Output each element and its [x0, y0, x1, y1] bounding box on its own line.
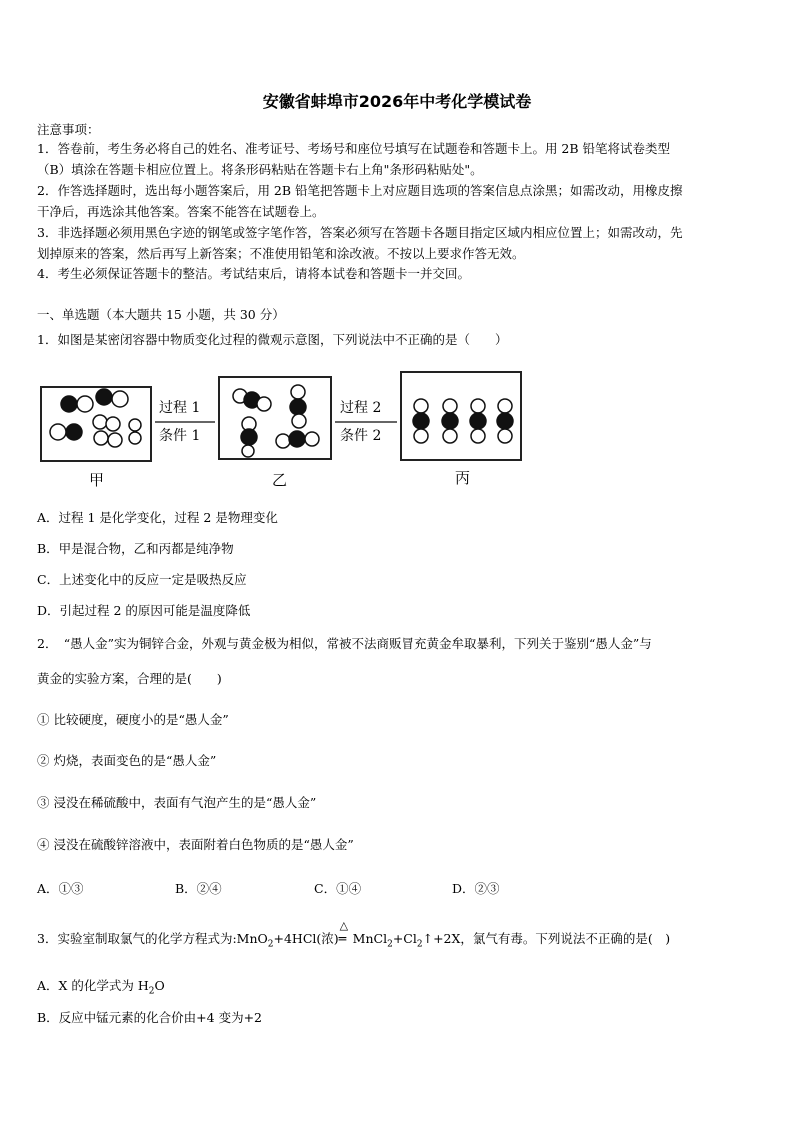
question-2-statement: ② 灼烧，表面变色的是“愚人金” [37, 753, 217, 768]
question-1-option-a: A．过程 1 是化学变化，过程 2 是物理变化 [37, 510, 278, 525]
white-atom [94, 431, 108, 445]
question-2-option-c: C．①④ [314, 881, 362, 896]
white-atom [443, 429, 457, 443]
question-2-option-d: D．②③ [452, 881, 500, 896]
question-3-option-a [37, 978, 165, 1000]
question-2-statement: ③ 浸没在稀硫酸中，表面有气泡产生的是“愚人金” [37, 795, 317, 810]
equation-text: +Cl [392, 931, 417, 946]
question-2-statement: ④ 浸没在硫酸锌溶液中，表面附着白色物质的是“愚人金” [37, 837, 354, 852]
question-1-option-d: D．引起过程 2 的原因可能是温度降低 [37, 603, 251, 618]
section-heading: 一、单选题（本大题共 15 小题，共 30 分） [37, 307, 285, 322]
subscript: 2 [387, 939, 393, 950]
black-atom [290, 399, 306, 415]
white-atom [93, 415, 107, 429]
white-atom [242, 445, 254, 457]
white-atom [443, 399, 457, 413]
black-atom [241, 429, 257, 445]
black-atom [66, 424, 82, 440]
white-atom [108, 433, 122, 447]
heat-equals-sign [338, 919, 353, 947]
notice-line: 4．考生必须保证答题卡的整洁。考试结束后，请将本试卷和答题卡一并交回。 [37, 266, 470, 281]
black-atom [470, 413, 486, 429]
question-3-option-b: B．反应中锰元素的化合价由+4 变为+2 [37, 1010, 263, 1025]
black-atom [289, 431, 305, 447]
page-title: 安徽省蚌埠市2026年中考化学模试卷 [262, 92, 532, 111]
question-1-option-b: B．甲是混合物，乙和丙都是纯净物 [37, 541, 234, 556]
option-text: O [154, 978, 165, 993]
white-atom [414, 429, 428, 443]
white-atom [50, 424, 66, 440]
white-atom [129, 419, 141, 431]
subscript: 2 [416, 939, 423, 950]
white-atom [498, 399, 512, 413]
notice-heading: 注意事项： [37, 122, 100, 137]
question-1-figure [37, 367, 529, 491]
delta-symbol: △ [339, 919, 349, 932]
white-atom [77, 396, 93, 412]
question-2-stem: 2． “愚人金”实为铜锌合金，外观与黄金极为相似，常被不法商贩冒充黄金牟取暴利，下列关于鉴别“愚人金”与 [37, 636, 652, 651]
question-2-statement: ① 比较硬度，硬度小的是“愚人金” [37, 712, 229, 727]
question-1-stem: 1．如图是某密闭容器中物质变化过程的微观示意图，下列说法中不正确的是（ ） [37, 332, 508, 347]
black-atom [497, 413, 513, 429]
white-atom [414, 399, 428, 413]
box-yi [219, 377, 331, 459]
white-atom [291, 385, 305, 399]
white-atom [257, 397, 271, 411]
condition-1-label: 条件 1 [159, 428, 201, 444]
subscript: 2 [148, 986, 155, 997]
question-2-stem-cont: 黄金的实验方案，合理的是( ) [37, 671, 222, 686]
notice-line: 划掉原来的答案，然后再写上新答案；不准使用铅笔和涂改液。不按以上要求作答无效。 [37, 246, 525, 261]
white-atom [276, 434, 290, 448]
black-atom [96, 389, 112, 405]
condition-2-label: 条件 2 [340, 428, 382, 444]
caption-jia: 甲 [89, 471, 105, 489]
black-atom [413, 413, 429, 429]
white-atom [112, 391, 128, 407]
white-atom [471, 429, 485, 443]
equals-sign: ═ [338, 931, 347, 946]
white-atom [498, 429, 512, 443]
white-atom [305, 432, 319, 446]
option-text: A．X 的化学式为 H [37, 978, 149, 993]
caption-yi: 乙 [272, 471, 288, 489]
white-atom [292, 414, 306, 428]
question-2-option-a: A．①③ [37, 881, 84, 896]
black-atom [61, 396, 77, 412]
question-1-option-c: C．上述变化中的反应一定是吸热反应 [37, 572, 247, 587]
question-2-option-b: B．②④ [175, 881, 222, 896]
equation-text: +4HCl(浓) [273, 931, 339, 946]
notice-line: 3．非选择题必须用黑色字迹的钢笔或签字笔作答，答案必须写在答题卡各题目指定区域内相应位置上；如需改动，先 [37, 225, 683, 240]
notice-line: 干净后，再选涂其他答案。答案不能答在试题卷上。 [37, 204, 325, 219]
white-atom [471, 399, 485, 413]
equation-text: ↑+2X，氯气有毒。下列说法不正确的是( ) [422, 931, 671, 946]
subscript: 2 [267, 939, 274, 950]
black-atom [442, 413, 458, 429]
question-3-stem [37, 919, 671, 953]
notice-line: 1．答卷前，考生务必将自己的姓名、准考证号、考场号和座位号填写在试题卷和答题卡上。用 2B 铅笔将试卷类型 [37, 141, 671, 156]
white-atom [129, 432, 141, 444]
caption-bing: 丙 [455, 469, 471, 487]
white-atom [106, 417, 120, 431]
equation-text: MnCl [352, 931, 388, 946]
equation-text: 3．实验室制取氯气的化学方程式为:MnO [37, 931, 268, 946]
process-1-label: 过程 1 [159, 400, 201, 416]
notice-line: 2．作答选择题时，选出每小题答案后，用 2B 铅笔把答题卡上对应题目选项的答案信息点涂黑；如需改动，用橡皮擦 [37, 183, 683, 198]
process-2-label: 过程 2 [340, 400, 382, 416]
notice-line: （B）填涂在答题卡相应位置上。将条形码粘贴在答题卡右上角"条形码粘贴处"。 [37, 162, 483, 177]
